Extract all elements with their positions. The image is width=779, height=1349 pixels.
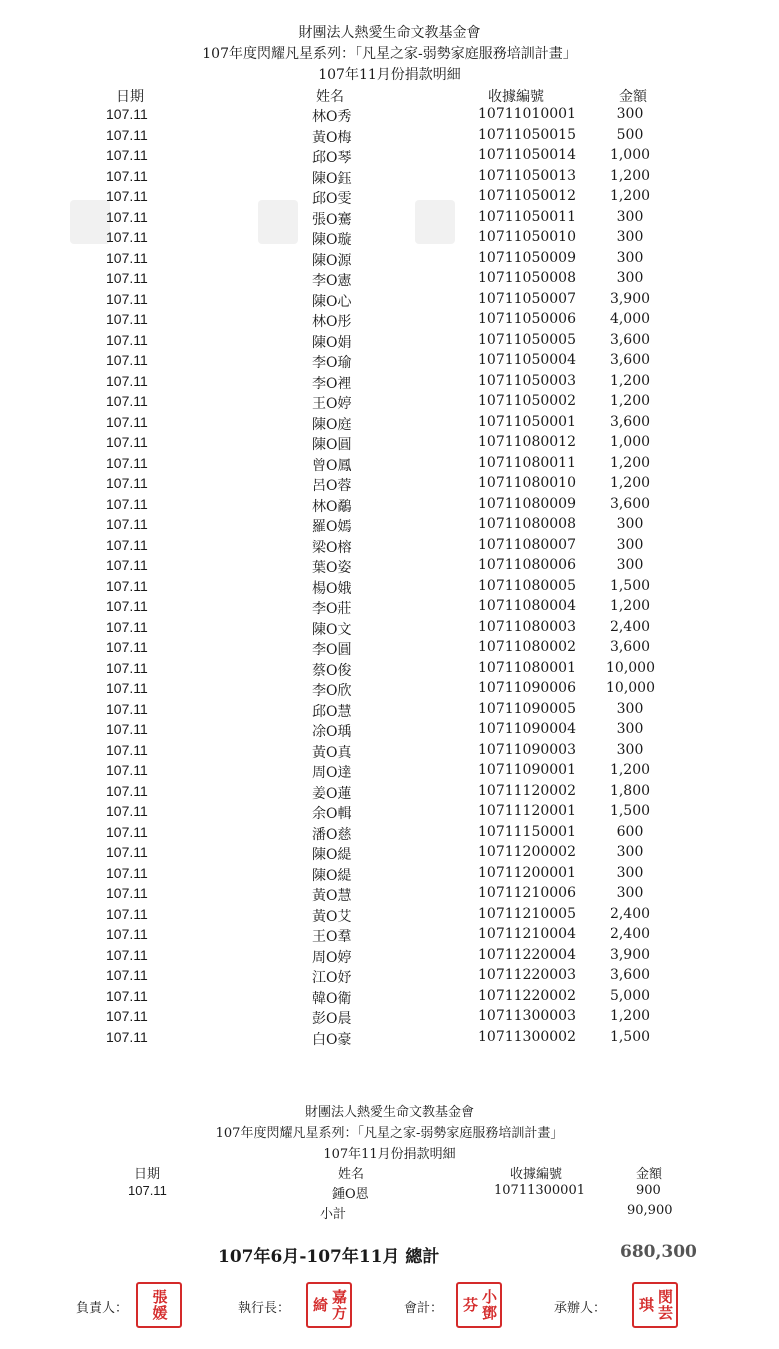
row-name: 呂O蓉: [312, 478, 352, 494]
row-receipt: 10711050006: [478, 311, 576, 327]
table-row: [0, 373, 779, 393]
row-amount: 1,000: [609, 147, 651, 163]
row-date: 107.11: [106, 393, 148, 409]
table-row: [0, 639, 779, 659]
table-row: [0, 885, 779, 905]
col-amount-header: 金額: [619, 89, 647, 105]
row-receipt: 10711090004: [478, 721, 576, 737]
table-row: [0, 988, 779, 1008]
row-amount: 300: [616, 536, 644, 553]
row-name: 曾O鳳: [312, 457, 352, 474]
row-name: 余O輯: [312, 806, 352, 822]
table-row: [0, 168, 779, 188]
row-amount: 4,000: [609, 311, 651, 327]
row-receipt: 10711050003: [478, 372, 576, 389]
row-date: 107.11: [106, 885, 148, 901]
row-receipt: 10711080009: [478, 495, 576, 512]
row-amount: 300: [616, 721, 644, 737]
period-title: 107年11月份捐款明細: [318, 67, 461, 83]
row-date: 107.11: [106, 946, 148, 963]
row-name: 潘O慈: [312, 826, 352, 843]
row-date: 107.11: [106, 905, 148, 922]
row-name: 李O裡: [312, 375, 352, 392]
table-row: [0, 598, 779, 618]
row-receipt: 10711050015: [478, 126, 576, 143]
col-name-header: 姓名: [316, 89, 344, 105]
row-name: 羅O嫣: [312, 519, 352, 535]
row-date: 107.11: [106, 680, 148, 696]
col-date-header: 日期: [116, 89, 144, 105]
row-date: 107.11: [106, 864, 148, 881]
row-amount: 300: [616, 700, 644, 717]
table-row: [0, 578, 779, 598]
row-receipt: 10711050004: [478, 352, 576, 368]
row-date: 107.11: [106, 536, 148, 553]
grand-total-label: 107年6月-107年11月 總計: [218, 1247, 440, 1267]
row-receipt: 10711210004: [478, 926, 576, 942]
table-row: [0, 803, 779, 823]
col-amount-header-2: 金額: [636, 1167, 663, 1182]
row-date: 107.11: [106, 721, 148, 737]
row-date: 107.11: [106, 434, 148, 450]
row-name: 李O欣: [312, 683, 352, 699]
row-date: 107.11: [106, 741, 148, 758]
table-row: [0, 496, 779, 516]
row-amount: 1,500: [609, 1028, 651, 1045]
col-date-header-2: 日期: [134, 1167, 161, 1182]
row-name: 陳O鈺: [312, 170, 352, 187]
row-date: 107.11: [106, 967, 148, 983]
row-receipt: 10711090006: [478, 680, 576, 696]
row-amount: 10,000: [606, 659, 655, 676]
table-row: [0, 783, 779, 803]
row-receipt: 10711080005: [478, 577, 576, 594]
table-row: [0, 291, 779, 311]
row-amount: 1,200: [609, 598, 651, 614]
row-name: 陳O心: [312, 293, 352, 310]
row-receipt: 10711090001: [478, 762, 576, 778]
table-row: [0, 967, 779, 987]
row-name: 陳O緹: [312, 867, 352, 884]
row-amount: 1,200: [609, 475, 651, 491]
row-name: 林O鷸: [312, 498, 352, 515]
table-row: [0, 250, 779, 270]
row-date: 107.11: [106, 618, 148, 635]
row-date: 107.11: [106, 926, 148, 942]
row-name: 李O憲: [312, 273, 352, 289]
row-date: 107.11: [106, 167, 148, 184]
row-amount: 300: [616, 106, 644, 122]
row-date: 107.11: [106, 1008, 148, 1024]
row-name: 周O婷: [312, 949, 352, 966]
row-date: 107.11: [106, 577, 148, 594]
table-row: [0, 619, 779, 639]
table-row: [0, 906, 779, 926]
table-row: [0, 332, 779, 352]
row-amount: 3,600: [609, 639, 651, 655]
table-row: [0, 701, 779, 721]
table-row: [0, 1008, 779, 1028]
row-receipt: 10711220003: [478, 967, 576, 983]
table-row: [0, 270, 779, 290]
row-receipt: 10711300003: [478, 1008, 576, 1024]
table-row: [0, 352, 779, 372]
seal-stamp-handler: 閔芸琪: [632, 1282, 678, 1328]
row-receipt: 10711200001: [478, 864, 576, 881]
row-amount: 1,200: [609, 167, 651, 184]
row-name: 陳O庭: [312, 416, 352, 433]
row-date: 107.11: [106, 782, 148, 799]
row-receipt: 10711010001: [478, 106, 576, 122]
row-name: 陳O娟: [312, 334, 352, 351]
table-row: [0, 680, 779, 700]
row-amount: 3,600: [609, 413, 651, 430]
table-row: [0, 475, 779, 495]
period-title-2: 107年11月份捐款明細: [323, 1147, 456, 1162]
row-amount: 2,400: [609, 618, 651, 635]
table-row: [0, 742, 779, 762]
row-date: 107.11: [106, 126, 148, 143]
seal-stamp-director: 張媛: [136, 1282, 182, 1328]
row-name: 梁O榕: [312, 539, 352, 556]
row-amount: 300: [616, 844, 644, 860]
row-name: 楊O娥: [312, 580, 352, 597]
table-row: [0, 434, 779, 454]
row-date: 107.11: [106, 290, 148, 307]
row-amount: 600: [616, 823, 644, 840]
row-name: 陳O緹: [312, 847, 352, 863]
row-amount: 1,000: [609, 434, 651, 450]
row-receipt: 10711090003: [478, 741, 576, 758]
row-amount: 3,600: [609, 352, 651, 368]
row-date: 107.11: [106, 823, 148, 840]
row-name: 黃O慧: [312, 888, 352, 904]
row-date: 107.11: [106, 516, 148, 532]
row-date: 107.11: [106, 331, 148, 348]
row-receipt: 10711080010: [478, 475, 576, 491]
row-name: 陳O圓: [312, 437, 352, 453]
row-amount: 1,200: [609, 372, 651, 389]
seal-stamp-ceo: 嘉方綺: [306, 1282, 352, 1328]
row-receipt: 10711210005: [478, 905, 576, 922]
grand-total-value: 680,300: [620, 1242, 697, 1262]
row-date: 107.11: [106, 659, 148, 676]
row-receipt: 10711080006: [478, 557, 576, 573]
row-date: 107.11: [106, 495, 148, 512]
row-date: 107.11: [106, 188, 148, 204]
col-receipt-header: 收據編號: [488, 89, 544, 105]
row-amount: 3,600: [609, 331, 651, 348]
row-receipt: 10711080008: [478, 516, 576, 532]
row-date: 107.11: [128, 1183, 167, 1198]
table-row: [0, 762, 779, 782]
row-amount: 300: [616, 516, 644, 532]
row-amount: 300: [616, 270, 644, 286]
row-date: 107.11: [106, 270, 148, 286]
row-amount: 300: [616, 557, 644, 573]
signature-label-handler: 承辦人：: [554, 1301, 607, 1316]
row-date: 107.11: [106, 147, 148, 163]
row-name: 邱O慧: [312, 703, 352, 720]
row-name: 林O秀: [312, 109, 352, 125]
row-date: 107.11: [106, 475, 148, 491]
row-name: 邱O雯: [312, 191, 352, 207]
row-receipt: 10711050011: [478, 208, 576, 225]
row-receipt: 10711200002: [478, 844, 576, 860]
row-amount: 300: [616, 864, 644, 881]
row-amount: 3,600: [609, 967, 651, 983]
table-row: [0, 557, 779, 577]
row-receipt: 10711050002: [478, 393, 576, 409]
row-name: 林O彤: [312, 314, 352, 330]
row-name: 張O騫: [312, 211, 352, 228]
row-amount: 2,400: [609, 905, 651, 922]
row-date: 107.11: [106, 557, 148, 573]
row-name: 韓O衛: [312, 990, 352, 1007]
row-amount: 2,400: [609, 926, 651, 942]
row-date: 107.11: [106, 844, 148, 860]
row-date: 107.11: [106, 372, 148, 389]
row-date: 107.11: [106, 639, 148, 655]
row-receipt: 10711050008: [478, 270, 576, 286]
row-receipt: 10711300001: [494, 1183, 585, 1198]
table-row: [0, 721, 779, 741]
row-name: 黃O艾: [312, 908, 352, 925]
subtotal-label: 小計: [320, 1207, 347, 1222]
row-amount: 1,200: [609, 762, 651, 778]
row-receipt: 10711080011: [478, 454, 576, 471]
project-title-2: 107年度閃耀凡星系列：「凡星之家-弱勢家庭服務培訓計畫」: [215, 1126, 564, 1141]
row-amount: 3,600: [609, 495, 651, 512]
table-row: [0, 455, 779, 475]
row-name: 白O豪: [312, 1031, 352, 1048]
row-date: 107.11: [106, 987, 148, 1004]
row-amount: 300: [616, 229, 644, 245]
table-row: [0, 947, 779, 967]
row-receipt: 10711050001: [478, 413, 576, 430]
table-row: [0, 824, 779, 844]
table-row: [0, 926, 779, 946]
row-date: 107.11: [106, 229, 148, 245]
row-name: 陳O源: [312, 252, 352, 269]
row-receipt: 10711210006: [478, 885, 576, 901]
row-amount: 5,000: [609, 987, 651, 1004]
row-name: 李O瑜: [312, 355, 352, 371]
row-date: 107.11: [106, 1028, 148, 1045]
row-receipt: 10711150001: [478, 823, 576, 840]
row-receipt: 10711090005: [478, 700, 576, 717]
row-name: 姜O蓮: [312, 785, 352, 802]
row-amount: 300: [616, 208, 644, 225]
row-name: 凃O瑀: [312, 724, 352, 740]
row-amount: 1,200: [609, 1008, 651, 1024]
table-row: [0, 209, 779, 229]
row-date: 107.11: [106, 803, 148, 819]
row-name: 邱O琴: [312, 150, 352, 166]
col-receipt-header-2: 收據編號: [510, 1167, 563, 1182]
org-title-2: 財團法人熱愛生命文教基金會: [304, 1105, 474, 1120]
seal-stamp-accountant: 小鄧芬: [456, 1282, 502, 1328]
row-date: 107.11: [106, 311, 148, 327]
table-row: [0, 865, 779, 885]
row-name: 葉O姿: [312, 560, 352, 576]
row-receipt: 10711080003: [478, 618, 576, 635]
table-row: [0, 660, 779, 680]
row-name: 黃O真: [312, 744, 352, 761]
row-amount: 1,200: [609, 188, 651, 204]
row-receipt: 10711050005: [478, 331, 576, 348]
row-amount: 500: [616, 126, 644, 143]
row-amount: 10,000: [606, 680, 655, 696]
row-amount: 1,200: [609, 454, 651, 471]
row-receipt: 10711080012: [478, 434, 576, 450]
row-date: 107.11: [106, 413, 148, 430]
row-date: 107.11: [106, 352, 148, 368]
row-name: 彭O晨: [312, 1011, 352, 1027]
row-receipt: 10711220004: [478, 946, 576, 963]
table-row: [0, 147, 779, 167]
row-receipt: 10711050012: [478, 188, 576, 204]
row-receipt: 10711050013: [478, 167, 576, 184]
row-name: 李O圓: [312, 642, 352, 658]
row-receipt: 10711120002: [478, 782, 576, 799]
row-receipt: 10711080001: [478, 659, 576, 676]
project-title: 107年度閃耀凡星系列：「凡星之家-弱勢家庭服務培訓計畫」: [202, 46, 577, 62]
row-receipt: 10711220002: [478, 987, 576, 1004]
row-name: 周O達: [312, 765, 352, 781]
row-amount: 300: [616, 249, 644, 266]
row-receipt: 10711080004: [478, 598, 576, 614]
row-receipt: 10711050009: [478, 249, 576, 266]
row-receipt: 10711050007: [478, 290, 576, 307]
row-date: 107.11: [106, 106, 148, 122]
row-amount: 1,200: [609, 393, 651, 409]
row-name: 李O莊: [312, 601, 352, 617]
row-amount: 900: [636, 1183, 661, 1198]
row-name: 王O婷: [312, 396, 352, 412]
row-amount: 300: [616, 741, 644, 758]
row-name: 鍾O恩: [332, 1187, 369, 1202]
row-date: 107.11: [106, 762, 148, 778]
table-row: [0, 229, 779, 249]
table-row: [0, 516, 779, 536]
row-date: 107.11: [106, 700, 148, 717]
row-amount: 1,500: [609, 577, 651, 594]
row-name: 江O妤: [312, 970, 352, 986]
row-date: 107.11: [106, 598, 148, 614]
org-title: 財團法人熱愛生命文教基金會: [298, 25, 481, 41]
row-date: 107.11: [106, 454, 148, 471]
row-amount: 3,900: [609, 290, 651, 307]
table-row: [0, 311, 779, 331]
table-row: [0, 393, 779, 413]
row-receipt: 10711120001: [478, 803, 576, 819]
table-row: [0, 1029, 779, 1049]
signature-label-director: 負責人：: [76, 1301, 129, 1316]
row-receipt: 10711050014: [478, 147, 576, 163]
row-name: 王O羣: [312, 929, 352, 945]
signature-label-ceo: 執行長：: [238, 1301, 291, 1316]
table-row: [0, 537, 779, 557]
row-receipt: 10711050010: [478, 229, 576, 245]
row-date: 107.11: [106, 208, 148, 225]
row-amount: 300: [616, 885, 644, 901]
row-amount: 3,900: [609, 946, 651, 963]
row-name: 陳O文: [312, 621, 352, 638]
table-row: [0, 414, 779, 434]
row-receipt: 10711080007: [478, 536, 576, 553]
row-name: 黃O梅: [312, 129, 352, 146]
signature-label-accountant: 會計：: [404, 1301, 444, 1316]
row-amount: 1,500: [609, 803, 651, 819]
table-row: [0, 844, 779, 864]
row-name: 蔡O俊: [312, 662, 352, 679]
table-row: [0, 127, 779, 147]
row-name: 陳O璇: [312, 232, 352, 248]
row-receipt: 10711080002: [478, 639, 576, 655]
row-amount: 1,800: [609, 782, 651, 799]
row-receipt: 10711300002: [478, 1028, 576, 1045]
col-name-header-2: 姓名: [338, 1167, 365, 1182]
table-row: [0, 188, 779, 208]
row-date: 107.11: [106, 249, 148, 266]
table-row: [0, 106, 779, 126]
subtotal-value: 90,900: [627, 1203, 673, 1218]
